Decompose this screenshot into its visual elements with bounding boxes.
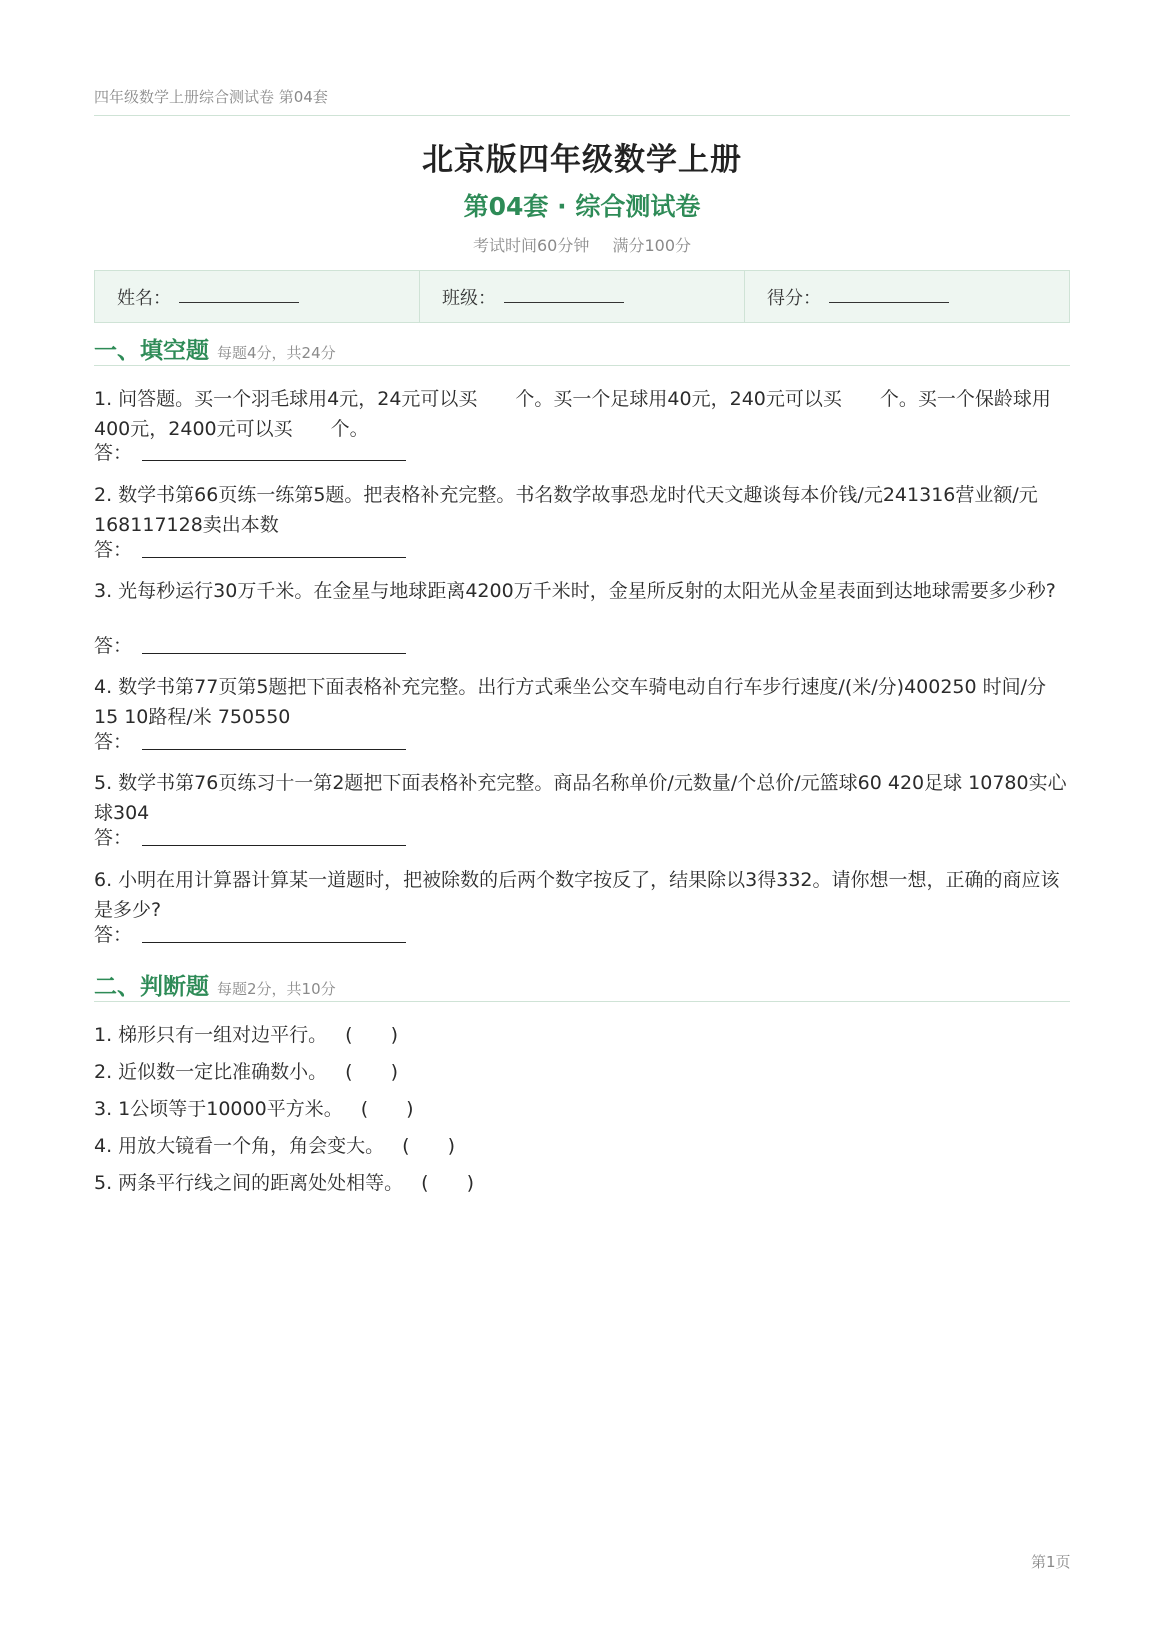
section-title: 一、填空题 <box>94 338 209 364</box>
fill-question-5: 5. 数学书第76页练习十一第2题把下面表格补充完整。商品名称单价/元数量/个总价/元篮球60 420足球 10780实心球304 <box>94 772 1067 824</box>
fill-question-2: 2. 数学书第66页练一练第5题。把表格补充完整。书名数学故事恐龙时代天文趣谈每本价钱/元241316营业额/元168117128卖出本数 <box>94 484 1038 536</box>
section-fill-blank-heading <box>94 332 1070 365</box>
fill-question-1: 1. 问答题。买一个羽毛球用4元，24元可以买 个。买一个足球用40元，240元可以买 个。买一个保龄球用400元，2400元可以买 个。 <box>94 388 1051 440</box>
judge-question-1 <box>94 1020 398 1047</box>
judge-question-2 <box>94 1057 398 1084</box>
answer-parentheses[interactable]: ( ) <box>345 1061 398 1083</box>
judge-text: 3. 1公顷等于10000平方米。 <box>94 1098 343 1120</box>
answer-blank[interactable] <box>142 557 406 558</box>
name-cell <box>95 271 420 322</box>
page-subtitle: 第04套 · 综合测试卷 <box>463 192 701 221</box>
judge-text: 1. 梯形只有一组对边平行。 <box>94 1024 328 1046</box>
section-note: 每题4分，共24分 <box>217 344 336 362</box>
judge-question-5 <box>94 1168 474 1195</box>
answer-blank[interactable] <box>142 653 406 654</box>
exam-time: 考试时间60分钟 <box>472 236 590 255</box>
section-divider <box>94 1001 1070 1002</box>
answer-parentheses[interactable]: ( ) <box>345 1024 398 1046</box>
answer-parentheses[interactable]: ( ) <box>421 1172 474 1194</box>
answer-row-1 <box>94 438 406 465</box>
header-divider <box>94 115 1070 116</box>
section-true-false-heading <box>94 968 1070 1001</box>
judge-text: 2. 近似数一定比准确数小。 <box>94 1061 328 1083</box>
answer-parentheses[interactable]: ( ) <box>402 1135 455 1157</box>
section-title: 二、判断题 <box>94 974 209 1000</box>
score-blank[interactable] <box>829 302 949 303</box>
answer-label: 答： <box>94 924 133 946</box>
answer-row-2 <box>94 535 406 562</box>
score-cell <box>745 271 1069 322</box>
fill-question-4: 4. 数学书第77页第5题把下面表格补充完整。出行方式乘坐公交车骑电动自行车步行速度/(米/分)400250 时间/分15 10路程/米 750550 <box>94 676 1047 728</box>
answer-blank[interactable] <box>142 942 406 943</box>
name-label: 姓名： <box>117 287 171 309</box>
fill-question-3: 3. 光每秒运行30万千米。在金星与地球距离4200万千米时，金星所反射的太阳光从金星表面到达地球需要多少秒? <box>94 580 1056 602</box>
exam-full-score: 满分100分 <box>612 236 691 255</box>
answer-blank[interactable] <box>142 749 406 750</box>
answer-label: 答： <box>94 539 133 561</box>
name-blank[interactable] <box>179 302 299 303</box>
answer-blank[interactable] <box>142 845 406 846</box>
class-cell <box>420 271 745 322</box>
judge-question-3 <box>94 1094 414 1121</box>
answer-row-6 <box>94 920 406 947</box>
answer-parentheses[interactable]: ( ) <box>360 1098 414 1120</box>
class-label: 班级： <box>442 287 496 309</box>
answer-label: 答： <box>94 731 133 753</box>
answer-label: 答： <box>94 827 133 849</box>
score-label: 得分： <box>767 287 821 309</box>
section-note: 每题2分，共10分 <box>217 980 336 998</box>
answer-label: 答： <box>94 442 133 464</box>
judge-text: 5. 两条平行线之间的距离处处相等。 <box>94 1172 404 1194</box>
running-header: 四年级数学上册综合测试卷 第04套 <box>94 88 328 106</box>
student-info-box <box>94 270 1070 323</box>
answer-blank[interactable] <box>142 460 406 461</box>
page-title: 北京版四年级数学上册 <box>422 142 742 178</box>
judge-text: 4. 用放大镜看一个角，角会变大。 <box>94 1135 385 1157</box>
fill-question-6: 6. 小明在用计算器计算某一道题时，把被除数的后两个数字按反了，结果除以3得332。请你想一想，正确的商应该是多少? <box>94 869 1060 921</box>
answer-label: 答： <box>94 635 133 657</box>
answer-row-4 <box>94 727 406 754</box>
section-divider <box>94 365 1070 366</box>
judge-question-4 <box>94 1131 455 1158</box>
answer-row-5 <box>94 823 406 850</box>
class-blank[interactable] <box>504 302 624 303</box>
exam-info <box>94 233 1070 256</box>
page-number: 第1页 <box>1031 1553 1071 1571</box>
answer-row-3 <box>94 631 406 658</box>
